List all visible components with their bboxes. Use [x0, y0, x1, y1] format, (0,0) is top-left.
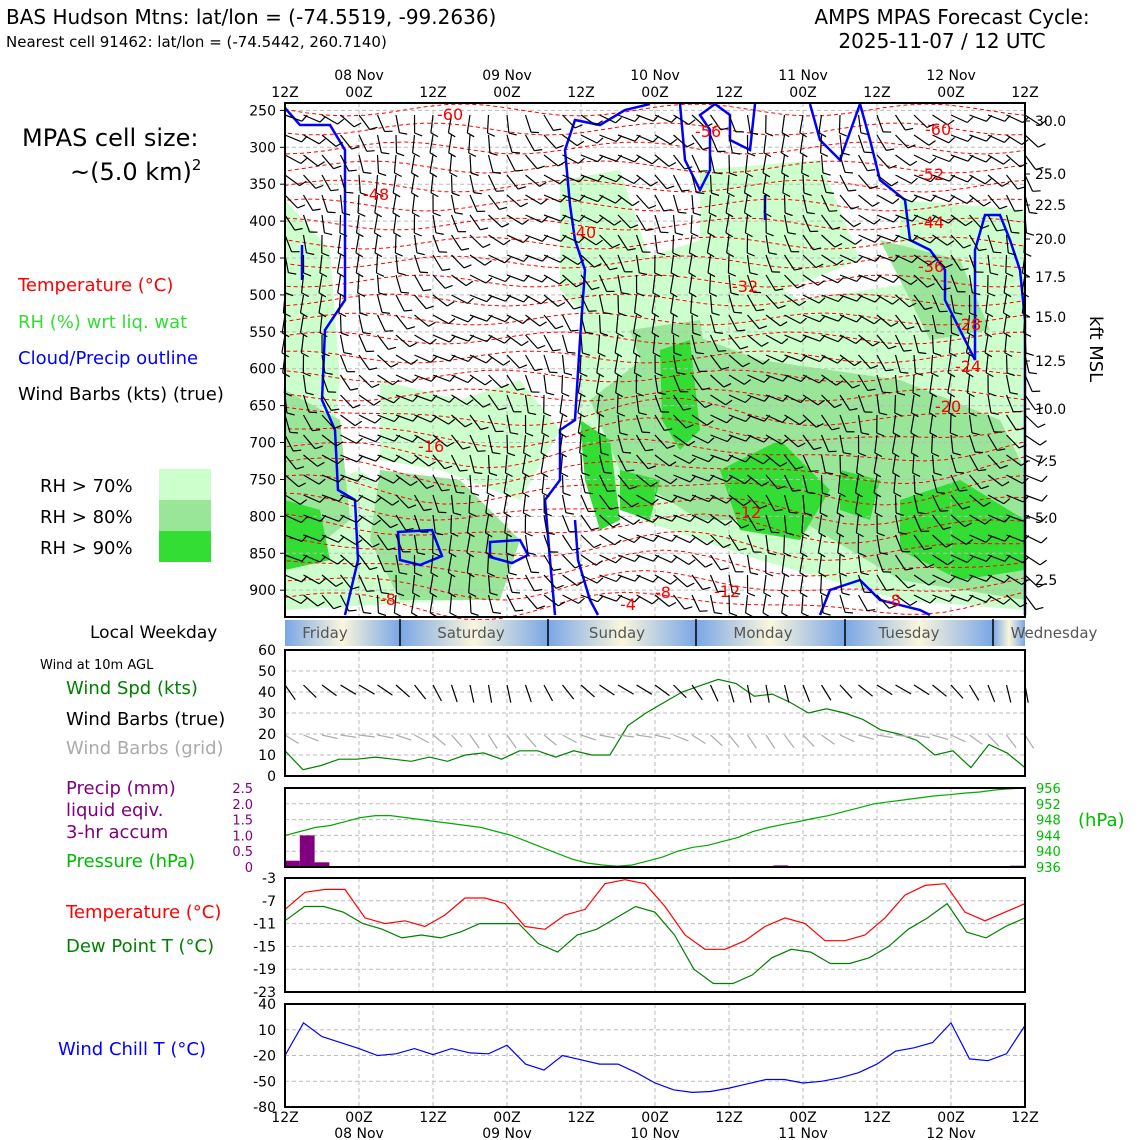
precip-tick-label: 1.0 [232, 829, 253, 845]
temp-tick-label: -19 [253, 962, 276, 979]
temperature-label: -8 [885, 591, 901, 610]
xs-wind-barb-flag [904, 350, 912, 351]
xs-wind-barb-flag [515, 170, 523, 171]
top-hour-label: 00Z [345, 85, 373, 101]
xs-wind-barb [340, 215, 341, 233]
precip-bar [300, 835, 315, 867]
xs-wind-barb-flag [1038, 424, 1045, 427]
wind-panel [258, 643, 1034, 785]
xs-wind-barb-flag [678, 212, 686, 213]
pressure-tick-label: 550 [249, 324, 276, 341]
xs-wind-barb-flag [956, 472, 964, 473]
xs-wind-barb-flag [718, 351, 726, 352]
xs-wind-barb [839, 555, 840, 573]
precip-tick-label: 0 [244, 861, 253, 876]
rh80-swatch [159, 500, 211, 531]
kft-tick-label: 15.0 [1035, 310, 1067, 326]
wind-barb-grid [1025, 735, 1034, 748]
pressure-tick-label: 700 [249, 435, 276, 452]
legend-temperature: Temperature (°C) [18, 275, 174, 296]
legend-wind-barbs: Wind Barbs (kts) (true) [18, 384, 224, 405]
temperature-label: -40 [570, 223, 597, 242]
xs-wind-barb-flag [993, 252, 1001, 253]
temperature-label: -8 [655, 583, 671, 602]
title-right-1: AMPS MPAS Forecast Cycle: [814, 5, 1090, 29]
weekday-label: Saturday [437, 624, 505, 642]
windchill-panel [253, 997, 1025, 1116]
xs-wind-barb-flag [567, 352, 575, 353]
top-hour-label: 12Z [863, 85, 891, 101]
xs-wind-barb-flag [460, 470, 468, 471]
xs-wind-barb-flag [682, 190, 690, 191]
temp-tick-label: -23 [253, 985, 276, 1001]
xs-wind-barb-flag [496, 191, 504, 192]
xs-wind-barb-flag [1026, 233, 1034, 235]
wind-tick-label: 30 [258, 706, 276, 722]
kft-tick-label: 7.5 [1035, 454, 1058, 470]
weekday-strip [285, 619, 1098, 646]
weekday-label: Wednesday [1010, 624, 1098, 642]
xs-wind-barb [563, 475, 564, 493]
xs-wind-barb-flag [642, 432, 650, 433]
pressure-tick-label: 650 [249, 398, 276, 415]
title-right-2: 2025-11-07 / 12 UTC [838, 29, 1046, 53]
bottom-hour-label: 12Z [715, 1110, 743, 1126]
temp-label: Temperature (°C) [66, 902, 222, 923]
xs-wind-barb-flag [1011, 232, 1019, 233]
precip-label-2: liquid eqiv. [66, 800, 164, 821]
pressure-tick-label: 944 [1036, 829, 1061, 845]
xs-wind-barb-flag [293, 450, 301, 451]
xs-wind-barb [729, 155, 730, 173]
windchill-tick-label: -80 [253, 1100, 276, 1116]
precip-label-3: 3-hr accum [66, 822, 169, 843]
xs-wind-barb-flag [864, 152, 872, 153]
xs-wind-barb [674, 335, 675, 353]
xs-wind-barb [506, 535, 507, 553]
xs-wind-barb [1025, 595, 1036, 610]
xs-wind-barb-flag [882, 392, 890, 393]
xs-wind-barb-flag [829, 211, 837, 212]
precip-panel [232, 782, 1061, 876]
bottom-hour-label: 12Z [567, 1110, 595, 1126]
pressure-tick-label: 850 [249, 546, 276, 563]
bottom-hour-label: 12Z [419, 1110, 447, 1126]
xs-wind-barb-flag [922, 331, 930, 332]
xs-wind-barb-flag [349, 610, 357, 611]
precip-tick-label: 2.5 [232, 782, 253, 797]
temperature-label: -12 [714, 582, 741, 601]
top-hour-label: 00Z [493, 85, 521, 101]
xs-wind-barb-flag [512, 592, 520, 593]
temperature-label: -20 [935, 397, 962, 416]
xs-wind-barb-flag [1036, 607, 1044, 609]
xs-wind-barb [895, 395, 896, 413]
xs-wind-barb-flag [367, 591, 375, 592]
cell-size-label: MPAS cell size: [22, 124, 199, 152]
kft-tick-label: 2.5 [1035, 573, 1058, 589]
precip-tick-label: 2.0 [232, 797, 253, 813]
kft-tick-label: 5.0 [1035, 511, 1058, 527]
xs-wind-barb [1025, 435, 1040, 445]
xs-wind-barb [395, 235, 396, 253]
temp-tick-label: -7 [262, 893, 276, 910]
kft-tick-label: 25.0 [1035, 167, 1067, 183]
temperature-label: -12 [735, 503, 762, 522]
xs-wind-barb-flag [1033, 191, 1041, 192]
hpa-unit-label: (hPa) [1078, 810, 1125, 831]
precip-tick-label: 1.5 [232, 813, 253, 829]
top-hour-label: 00Z [641, 85, 669, 101]
xs-wind-barb-flag [512, 152, 520, 153]
precip-panel-bg [285, 788, 1025, 867]
precip-tick-label: 0.5 [232, 845, 253, 861]
title-left: BAS Hudson Mtns: lat/lon = (-74.5519, -99.2636) [6, 5, 497, 29]
xs-wind-barb [562, 375, 563, 393]
xs-wind-barb-flag [845, 612, 853, 613]
wind-tick-label: 20 [258, 727, 276, 743]
xs-wind-barb [950, 415, 951, 433]
legend-rh70: RH > 70% [40, 476, 133, 497]
xs-wind-barb-flag [349, 170, 357, 171]
xs-wind-barb [396, 135, 397, 153]
temperature-label: -24 [955, 357, 982, 376]
xs-wind-barb [1025, 395, 1035, 410]
pressure-tick-label: 450 [249, 251, 276, 268]
temp-tick-label: -11 [253, 916, 276, 933]
pressure-tick-label: 800 [249, 509, 276, 526]
xs-wind-barb-flag [1026, 353, 1034, 355]
kft-tick-label: 30.0 [1035, 114, 1067, 130]
xs-wind-barb-flag [1040, 441, 1047, 446]
windchill-label: Wind Chill T (°C) [58, 1039, 206, 1060]
windchill-tick-label: 10 [258, 1022, 276, 1039]
xs-wind-barb [951, 315, 952, 333]
xs-wind-barb [896, 495, 897, 513]
pressure-tick-label: 936 [1036, 861, 1061, 876]
legend-rh: RH (%) wrt liq. wat [18, 312, 188, 333]
xs-wind-barb-flag [1042, 476, 1048, 482]
xs-wind-barb-flag [401, 292, 409, 293]
xs-wind-barb [507, 435, 508, 453]
windchill-tick-label: -20 [253, 1048, 276, 1065]
xs-wind-barb-flag [700, 611, 708, 612]
xs-wind-barb-flag [811, 471, 819, 472]
top-date-label: 10 Nov [630, 68, 680, 84]
xs-wind-barb-flag [700, 171, 708, 172]
bottom-hour-label: 12Z [271, 1110, 299, 1126]
legend-rh90: RH > 90% [40, 538, 133, 559]
top-hour-label: 12Z [567, 85, 595, 101]
pressure-tick-label: 300 [249, 140, 276, 157]
xs-wind-barb-flag [367, 151, 375, 152]
temperature-label: -48 [363, 185, 390, 204]
xs-wind-barb-flag [771, 532, 779, 533]
barbs-true-label: Wind Barbs (true) [66, 709, 226, 730]
pressure-tick-label: 940 [1036, 845, 1061, 861]
xs-wind-barb-flag [623, 452, 631, 453]
top-hour-label: 12Z [715, 85, 743, 101]
xs-wind-barb [785, 195, 786, 213]
xs-wind-barb [839, 115, 840, 133]
bottom-date-label: 08 Nov [334, 1126, 384, 1140]
xs-wind-barb-flag [607, 491, 615, 492]
temperature-label: -16 [418, 437, 445, 456]
bottom-hour-label: 12Z [863, 1110, 891, 1126]
bottom-hour-label: 00Z [345, 1110, 373, 1126]
pressure-tick-label: 500 [249, 287, 276, 304]
timeseries-panels [232, 643, 1061, 1116]
temperature-label: -56 [695, 122, 722, 141]
xs-wind-barb [341, 315, 342, 333]
xs-wind-barb-flag [346, 192, 354, 193]
subtitle-left: Nearest cell 91462: lat/lon = (-74.5442, 260.7140) [6, 33, 387, 51]
xs-wind-barb-flag [1038, 144, 1045, 148]
pressure-tick-label: 250 [249, 103, 276, 120]
top-date-label: 09 Nov [482, 68, 532, 84]
xs-wind-barb [1007, 355, 1008, 373]
weekday-axis-label: Local Weekday [90, 623, 218, 643]
pressure-tick-label: 600 [249, 361, 276, 378]
xs-wind-barb [728, 255, 729, 273]
pressure-tick-label: 750 [249, 472, 276, 489]
kft-tick-label: 17.5 [1035, 270, 1067, 286]
temp-tick-label: -15 [253, 939, 276, 956]
xs-wind-barb [452, 175, 453, 193]
kft-label: kft MSL [1085, 316, 1106, 383]
xs-wind-barb-flag [1042, 495, 1047, 501]
xs-wind-barb [784, 535, 785, 553]
legend-rh80: RH > 80% [40, 507, 133, 528]
xs-wind-barb-flag [531, 572, 539, 573]
top-hour-label: 00Z [789, 85, 817, 101]
legend-cloud: Cloud/Precip outline [18, 348, 199, 369]
xs-wind-barb-flag [734, 312, 742, 313]
xs-wind-barb [673, 235, 674, 253]
wind-tick-label: 10 [258, 748, 276, 764]
pressure-tick-label: 400 [249, 214, 276, 231]
bottom-date-label: 09 Nov [482, 1126, 532, 1140]
top-hour-label: 00Z [937, 85, 965, 101]
weekday-label: Monday [733, 624, 793, 642]
kft-tick-label: 10.0 [1035, 402, 1067, 418]
top-date-label: 08 Nov [334, 68, 384, 84]
rh90-swatch [159, 531, 211, 562]
bottom-date-label: 12 Nov [926, 1126, 976, 1140]
wind10m-label: Wind at 10m AGL [40, 658, 154, 673]
rh70-swatch [159, 469, 211, 500]
temperature-label: -52 [918, 165, 945, 184]
wind-tick-label: 0 [267, 769, 276, 785]
temperature-label: -60 [437, 105, 464, 124]
cell-size-sup: 2 [191, 156, 202, 174]
kft-tick-label: 20.0 [1035, 232, 1067, 248]
temperature-label: -60 [925, 120, 952, 139]
weekday-label: Friday [302, 624, 348, 642]
xs-wind-barb-flag [789, 512, 797, 513]
wind-tick-label: 60 [258, 643, 276, 659]
temperature-label: -32 [732, 277, 759, 296]
xs-wind-barb [396, 575, 397, 593]
xs-wind-barb-flag [404, 310, 412, 311]
xs-wind-barb [840, 455, 841, 473]
xs-wind-barb-flag [478, 451, 486, 452]
wind-tick-label: 40 [258, 685, 276, 701]
pressure-tick-label: 900 [249, 583, 276, 600]
bottom-date-label: 10 Nov [630, 1126, 680, 1140]
cell-size-value-text: ~(5.0 km) [70, 158, 192, 186]
top-date-label: 12 Nov [926, 68, 976, 84]
bottom-hour-label: 12Z [1011, 1110, 1039, 1126]
pressure-tick-label: 350 [249, 177, 276, 194]
xs-wind-barb [617, 395, 618, 413]
pressure-tick-label: 956 [1036, 782, 1061, 797]
kft-tick-label: 12.5 [1035, 354, 1067, 370]
top-hour-label: 12Z [419, 85, 447, 101]
bottom-hour-label: 00Z [789, 1110, 817, 1126]
precip-label-1: Precip (mm) [66, 778, 176, 799]
temp-panel [253, 871, 1025, 1001]
weekday-label: Tuesday [878, 624, 940, 642]
xs-wind-barb-flag [900, 372, 908, 373]
cell-size-value [70, 156, 201, 186]
pressure-tick-label: 952 [1036, 797, 1061, 813]
xs-wind-barb [1025, 175, 1033, 191]
cross-section-panel [249, 103, 1066, 620]
top-hour-label: 12Z [1011, 85, 1039, 101]
top-hour-label: 12Z [271, 85, 299, 101]
dew-label: Dew Point T (°C) [66, 936, 215, 957]
xs-wind-barb-flag [940, 511, 948, 512]
xs-wind-barb-flag [309, 412, 317, 413]
xs-wind-barb-flag [1041, 538, 1047, 543]
xs-wind-barb [1006, 255, 1007, 273]
temperature-label: -28 [955, 315, 982, 334]
bottom-date-label: 11 Nov [778, 1126, 828, 1140]
xs-wind-barb-flag [571, 330, 579, 331]
temperature-label: -36 [918, 257, 945, 276]
xs-wind-barb [1025, 555, 1040, 565]
temp-tick-label: -3 [262, 871, 276, 887]
pressure-label: Pressure (hPa) [66, 851, 196, 872]
windchill-tick-label: -50 [253, 1074, 276, 1091]
xs-wind-barb-flag [531, 132, 539, 133]
xs-wind-barb-flag [845, 172, 853, 173]
xs-wind-barb-flag [1040, 560, 1047, 565]
xs-wind-barb-flag [456, 492, 464, 493]
windchill-tick-label: 40 [258, 997, 276, 1013]
xs-wind-barb-flag [290, 432, 298, 433]
xs-wind-barb-flag [793, 490, 801, 491]
pressure-tick-label: 948 [1036, 813, 1061, 829]
barbs-grid-label: Wind Barbs (grid) [66, 738, 224, 759]
xs-wind-barb-flag [328, 212, 336, 213]
kft-tick-label: 22.5 [1035, 198, 1067, 214]
bottom-hour-label: 00Z [493, 1110, 521, 1126]
wind-tick-label: 50 [258, 664, 276, 680]
bottom-hour-label: 00Z [641, 1110, 669, 1126]
xs-wind-barb-flag [589, 311, 597, 312]
xs-wind-barb [618, 295, 619, 313]
xs-wind-barb-flag [385, 331, 393, 332]
weekday-label: Sunday [588, 624, 646, 642]
temperature-label: -44 [918, 213, 945, 232]
xs-wind-barb [451, 515, 452, 533]
xs-wind-barb [1025, 535, 1041, 543]
xs-wind-barb-flag [1029, 373, 1037, 374]
bottom-hour-label: 00Z [937, 1110, 965, 1126]
xs-wind-barb-flag [1015, 210, 1023, 211]
temperature-label: -8 [380, 590, 396, 609]
top-date-label: 11 Nov [778, 68, 828, 84]
xs-wind-barb-flag [420, 272, 428, 273]
wind-spd-label: Wind Spd (kts) [66, 678, 198, 699]
temperature-label: -4 [620, 595, 636, 614]
